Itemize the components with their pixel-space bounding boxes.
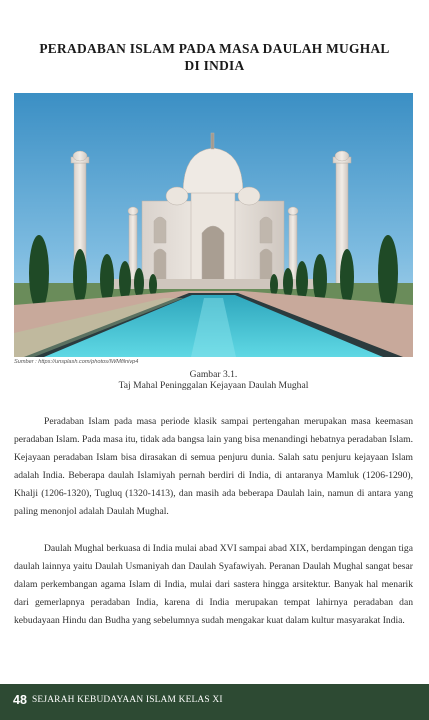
body-paragraph-2: Daulah Mughal berkuasa di India mulai abad XVI sampai abad XIX, berdampingan dengan tiga daulah lainnya yaitu Daulah Usmaniyah dan Daulah Syafawiyah. Peranan Daulah Mughal sangat besar dalam perkembangan agama Islam di India, mulai dari sastera hingga arsitektur. Banyak hal menarik dari gemerlapnya peradaban India, karena di India merupakan tempat lahirnya peradaban dan kebudayaan Hindu dan Budha yang sebelumnya sudah mengakar kuat dalam kultur masyarakat India. [14, 543, 413, 627]
page-footer [0, 684, 429, 720]
taj-mahal-illustration [14, 93, 413, 357]
page-number: 48 [13, 693, 27, 707]
figure-caption: Taj Mahal Peninggalan Kejayaan Daulah Mughal [118, 380, 309, 391]
book-title: SEJARAH KEBUDAYAAN ISLAM KELAS XI [32, 695, 223, 705]
taj-mahal-photo [14, 93, 413, 357]
page-title-line-2: DI INDIA [184, 58, 245, 73]
page-title-line-1: PERADABAN ISLAM PADA MASA DAULAH MUGHAL [39, 41, 390, 56]
page-title [20, 40, 409, 74]
image-credit: Sumber : https://unsplash.com/photos/IWMfilnivp4 [14, 359, 139, 365]
figure-number: Gambar 3.1. [189, 369, 238, 380]
body-paragraph-1: Peradaban Islam pada masa periode klasik sampai pertengahan merupakan masa keemasan peradaban Islam. Pada masa itu, tidak ada bangsa lain yang bisa menandingi hebatnya peradaban Islam. Kejayaan peradaban Islam bisa dirasakan di semua penjuru dunia. Salah satu penjuru kejayaan Islam adalah India. Beberapa daulah Islamiyah pernah berdiri di India, di antaranya Mamluk (1206-1290), Khalji (1206-1320), Tugluq (1320-1413), dan masih ada beberapa Daulah lain, namun di antara yang paling menonjol adalah Daulah Mughal. [14, 416, 413, 518]
